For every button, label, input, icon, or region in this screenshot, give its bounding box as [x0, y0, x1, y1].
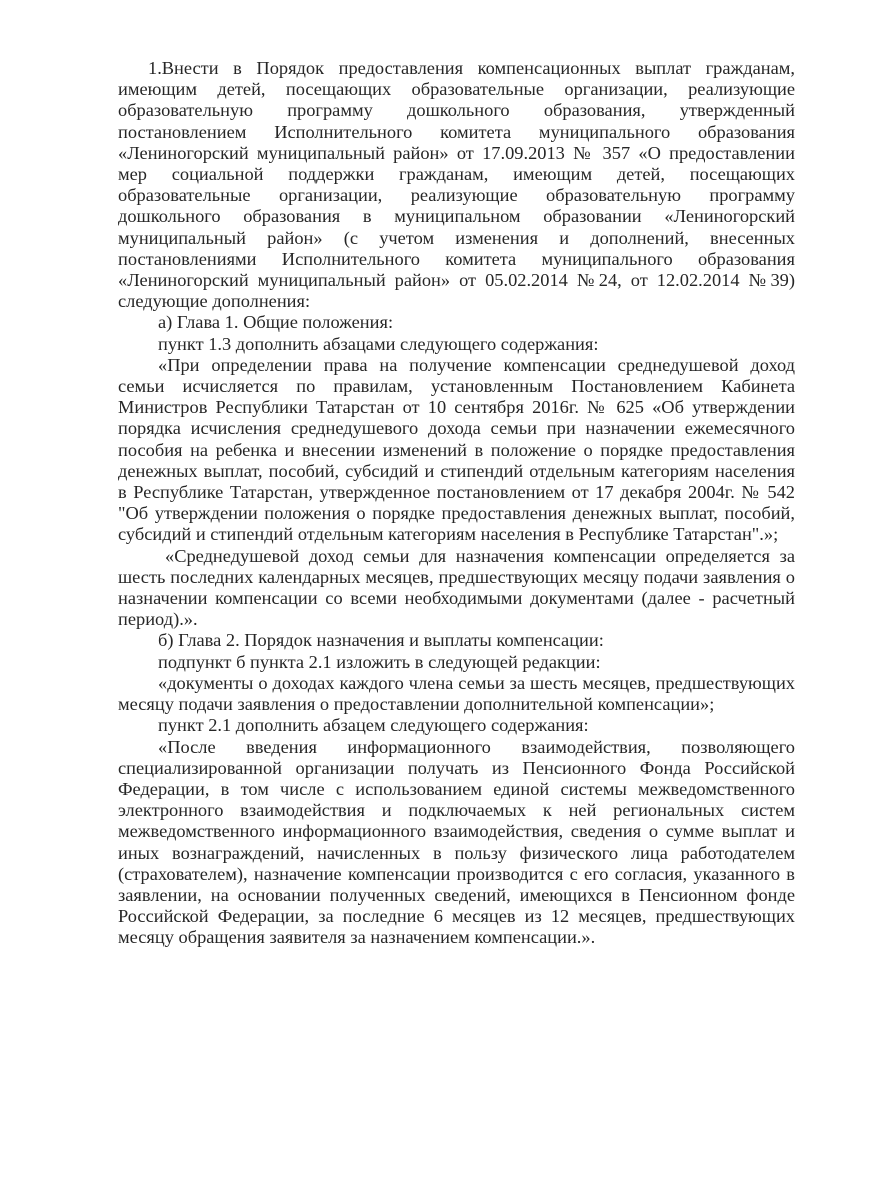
- paragraph-amendment-intro: 1.Внести в Порядок предоставления компенсационных выплат гражданам, имеющим детей, посещающих образовательные организации, реализующие образовательную программу дошкольного образования, утвержденный постановлением Исполнительного комитета муниципального образования «Лениногорский муниципальный район» от 17.09.2013 № 357 «О предоставлении мер социальной поддержки гражданам, имеющим детей, посещающих образовательные организации, реализующие образовательную программу дошкольного образования в муниципальном образовании «Лениногорский муниципальный район» (с учетом изменения и дополнений, внесенных постановлениями Исполнительного комитета муниципального образования «Лениногорский муниципальный район» от 05.02.2014 №24, от 12.02.2014 №39) следующие дополнения:: [118, 58, 795, 312]
- paragraph-income-calculation-rule: «При определении права на получение компенсации среднедушевой доход семьи исчисляется по правилам, установленным Постановлением Кабинета Министров Республики Татарстан от 10 сентября 2016г. № 625 «Об утверждении порядка исчисления среднедушевого дохода семьи при назначении ежемесячного пособия на ребенка и внесении изменений в положение о порядке предоставления денежных выплат, пособий, субсидий и стипендий отдельным категориям населения в Республике Татарстан, утвержденное постановлением от 17 декабря 2004г. № 542 "Об утверждении положения о порядке предоставления денежных выплат, пособий, субсидий и стипендий отдельным категориям населения в Республике Татарстан".»;: [118, 354, 795, 545]
- paragraph-clause-2-1: пункт 2.1 дополнить абзацем следующего содержания:: [158, 715, 589, 736]
- paragraph-chapter-2-heading: б) Глава 2. Порядок назначения и выплаты компенсации:: [158, 630, 604, 651]
- paragraph-subclause-b-2-1: подпункт б пункта 2.1 изложить в следующей редакции:: [158, 651, 601, 672]
- paragraph-clause-1-3: пункт 1.3 дополнить абзацами следующего содержания:: [158, 333, 599, 354]
- paragraph-information-exchange: «После введения информационного взаимодействия, позволяющего специализированной организации получать из Пенсионного Фонда Российской Федерации, в том числе с использованием единой системы межведомственного электронного взаимодействия и подключаемых к ней региональных систем межведомственного информационного взаимодействия, сведения о сумме выплат и иных вознаграждений, начисленных в пользу физического лица работодателем (страхователем), назначение компенсации производится с его согласия, указанного в заявлении, на основании полученных сведений, имеющихся в Пенсионном фонде Российской Федерации, за последние 6 месяцев из 12 месяцев, предшествующих месяцу обращения заявителя за назначением компенсации.».: [118, 736, 795, 948]
- paragraph-income-period: «Среднедушевой доход семьи для назначения компенсации определяется за шесть последних календарных месяцев, предшествующих месяцу подачи заявления о назначении компенсации со всеми необходимыми документами (далее - расчетный период).».: [118, 545, 795, 630]
- paragraph-income-documents: «документы о доходах каждого члена семьи за шесть месяцев, предшествующих месяцу подачи заявления о предоставлении дополнительной компенсации»;: [118, 672, 795, 715]
- paragraph-chapter-1-heading: а) Глава 1. Общие положения:: [158, 312, 394, 333]
